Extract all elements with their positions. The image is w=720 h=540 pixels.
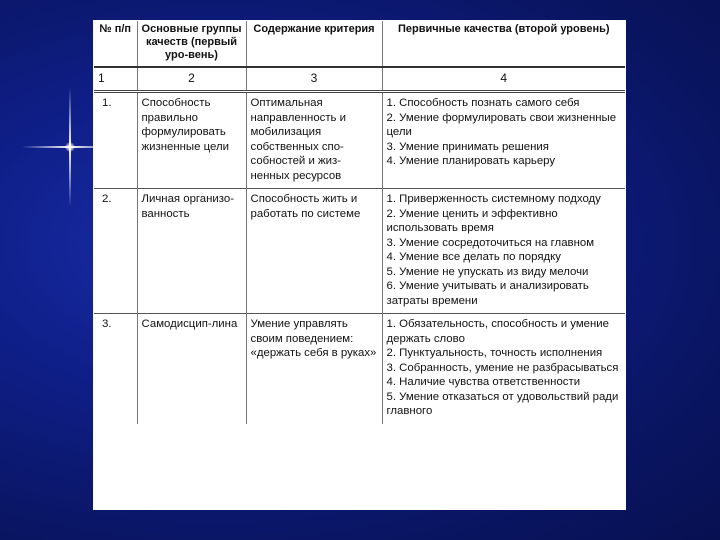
quality-item: 4. Умение все делать по порядку	[386, 251, 561, 263]
row-number: 1.	[94, 92, 137, 189]
column-number-row	[94, 67, 625, 92]
header-number: № п/п	[94, 21, 137, 67]
column-number: 4	[382, 67, 625, 92]
table-row	[94, 314, 625, 424]
row-criterion: Оптимальная направленность и мобилизация собственных спо-собностей и жиз-ненных ресурсов	[246, 92, 382, 189]
table-row	[94, 92, 625, 189]
slide-table-sheet	[93, 20, 626, 510]
column-number: 2	[137, 67, 246, 92]
column-number: 3	[246, 67, 382, 92]
quality-item: 4. Умение планировать карьеру	[386, 155, 556, 167]
row-number: 2.	[94, 189, 137, 314]
qualities-table	[94, 21, 625, 424]
row-group: Способность правильно формулировать жизненные цели	[137, 92, 246, 189]
quality-item: 2. Умение формулировать свои жизненные цели	[386, 111, 617, 138]
quality-item: 3. Умение принимать решения	[386, 140, 549, 153]
header-groups: Основные группы качеств (первый уро-вень)	[137, 21, 246, 67]
quality-item: 4. Наличие чувства ответственности	[386, 376, 581, 388]
row-qualities	[382, 92, 625, 189]
quality-item: 2. Умение ценить и эффективно использовать время	[386, 207, 558, 234]
quality-item: 6. Умение учитывать и анализировать затраты времени	[386, 280, 589, 307]
quality-item: 2. Пунктуальность, точность исполнения	[386, 347, 603, 359]
quality-item: 1. Обязательность, способность и умение держать слово	[386, 318, 609, 345]
quality-item: 5. Умение отказаться от удовольствий ради главного	[386, 390, 619, 417]
quality-item: 5. Умение не упускать из виду мелочи	[386, 265, 589, 278]
quality-item: 3. Собранность, умение не разбрасываться	[386, 361, 619, 374]
column-number: 1	[94, 67, 137, 92]
row-group: Личная организо-ванность	[137, 189, 246, 314]
quality-item: 1. Приверженность системному подходу	[386, 193, 601, 205]
row-criterion: Способность жить и работать по системе	[246, 189, 382, 314]
row-criterion: Умение управлять своим поведением: «держать себя в руках»	[246, 314, 382, 424]
row-qualities	[382, 189, 625, 314]
row-number: 3.	[94, 314, 137, 424]
header-criterion: Содержание критерия	[246, 21, 382, 67]
table-header-row	[94, 21, 625, 67]
quality-item: 1. Способность познать самого себя	[386, 97, 580, 109]
table-row	[94, 189, 625, 314]
row-group: Самодисцип-лина	[137, 314, 246, 424]
quality-item: 3. Умение сосредоточиться на главном	[386, 236, 595, 249]
header-qualities: Первичные качества (второй уровень)	[397, 23, 610, 35]
row-qualities	[382, 314, 625, 424]
